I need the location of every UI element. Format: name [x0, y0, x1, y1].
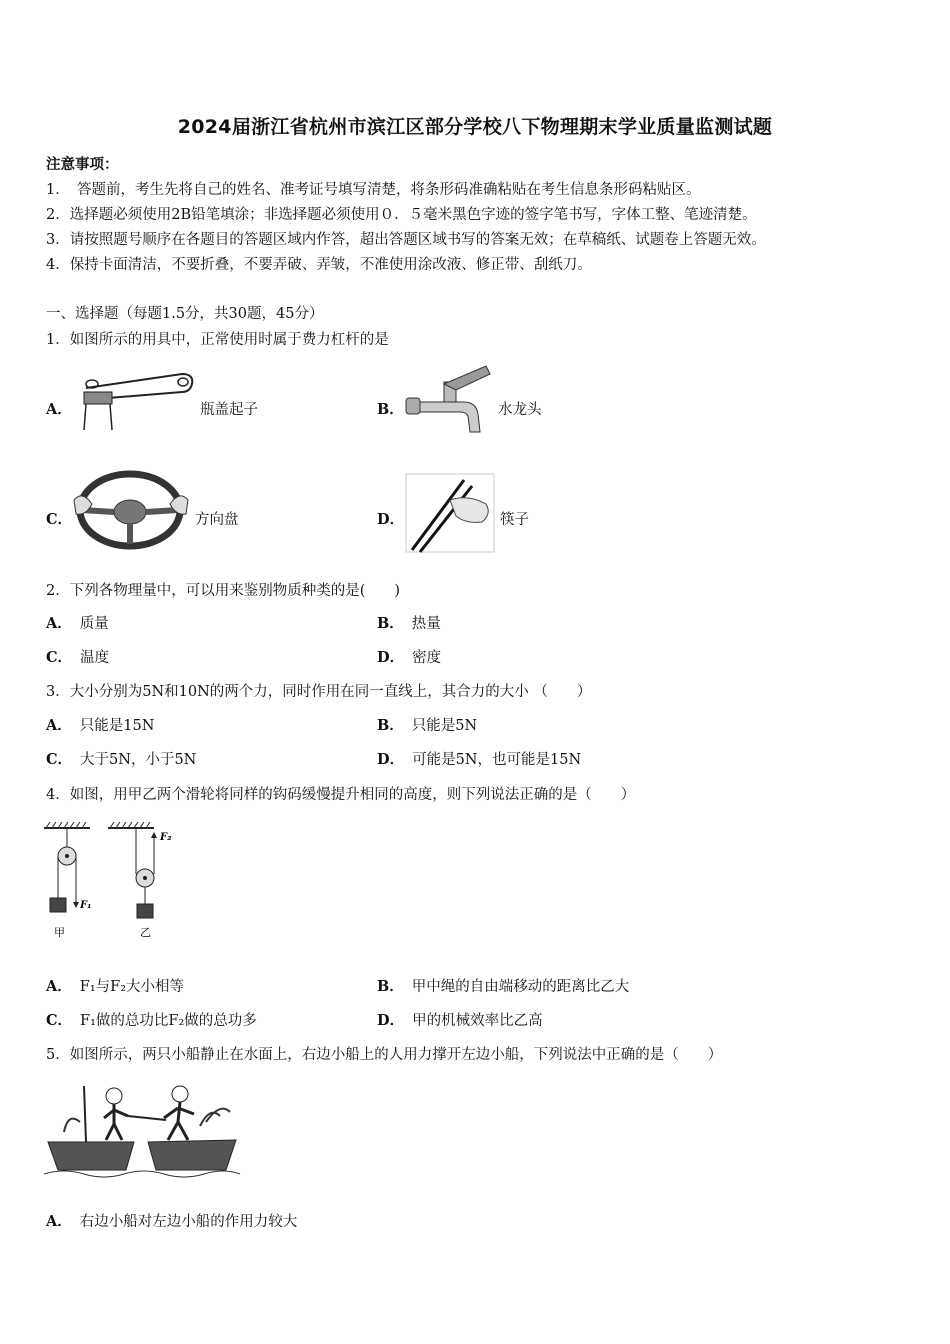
option-text: 质量 [79, 616, 109, 632]
label-yi: 乙 [140, 926, 151, 939]
q5-option-a[interactable] [46, 1210, 297, 1231]
option-text: 热量 [411, 616, 441, 632]
notes-heading: 注意事项： [46, 156, 119, 173]
option-text: 右边小船对左边小船的作用力较大 [79, 1214, 298, 1230]
q1-caption-c: 方向盘 [195, 512, 239, 528]
question-3-stem: 3．大小分别为5N和10N的两个力，同时作用在同一直线上，其合力的大小 （ ） [46, 684, 592, 700]
option-label: D． [377, 649, 405, 666]
pulley-figure [42, 822, 192, 942]
q1-caption-d: 筷子 [500, 512, 529, 528]
option-label: B． [377, 978, 404, 995]
q2-option-a[interactable] [46, 612, 109, 633]
steering-wheel-image [72, 470, 190, 554]
option-label: A． [46, 717, 72, 734]
q3-option-d[interactable] [377, 748, 581, 769]
option-label: B． [377, 717, 404, 734]
bottle-opener-image [78, 368, 198, 434]
option-text: 温度 [80, 650, 110, 666]
q3-option-a[interactable] [46, 714, 154, 735]
q2-option-b[interactable] [377, 612, 441, 633]
option-text: F₁与F₂大小相等 [79, 979, 185, 995]
option-label: C． [46, 649, 73, 666]
label-jia: 甲 [54, 926, 65, 939]
option-text: 大于5N，小于5N [80, 752, 197, 768]
page-title: 2024届浙江省杭州市滨江区部分学校八下物理期末学业质量监测试题 [177, 116, 773, 138]
q4-option-a[interactable] [46, 975, 184, 996]
note-item: 1． 答题前，考生先将自己的姓名、准考证号填写清楚，将条形码准确粘贴在考生信息条形码粘贴区。 [46, 182, 701, 198]
q1-caption-b: 水龙头 [498, 402, 542, 418]
q2-option-d[interactable] [377, 646, 441, 667]
question-2-stem: 2．下列各物理量中，可以用来鉴别物质种类的是( ) [46, 583, 401, 599]
option-text: 甲的机械效率比乙高 [412, 1013, 543, 1029]
option-label: B． [377, 401, 404, 418]
q4-option-c[interactable] [46, 1009, 257, 1030]
option-text: 只能是5N [411, 718, 478, 734]
option-text: 密度 [412, 650, 442, 666]
q3-option-c[interactable] [46, 748, 196, 769]
option-text: 只能是15N [79, 718, 155, 734]
option-label: D． [377, 511, 405, 528]
note-item: 4．保持卡面清洁，不要折叠，不要弄破、弄皱，不准使用涂改液、修正带、刮纸刀。 [46, 257, 592, 273]
f2-label: F₂ [160, 832, 172, 843]
option-label: B． [377, 615, 404, 632]
q4-option-d[interactable] [377, 1009, 543, 1030]
option-text: F₁做的总功比F₂做的总功多 [80, 1013, 257, 1029]
option-label: D． [377, 751, 405, 768]
option-label: C． [46, 511, 73, 528]
q1-caption-a: 瓶盖起子 [200, 402, 258, 418]
chopsticks-image [406, 474, 496, 554]
note-item: 2．选择题必须使用2B铅笔填涂；非选择题必须使用０．５毫米黑色字迹的签字笔书写，字体工整、笔迹清楚。 [46, 207, 757, 223]
q4-option-b[interactable] [377, 975, 629, 996]
boats-image [44, 1082, 240, 1178]
option-label: A． [46, 978, 72, 995]
section-heading: 一、选择题（每题1.5分，共30题，45分） [46, 306, 324, 322]
option-label: A． [46, 401, 72, 418]
option-text: 甲中绳的自由端移动的距离比乙大 [411, 979, 630, 995]
question-4-stem: 4．如图，用甲乙两个滑轮将同样的钩码缓慢提升相同的高度，则下列说法正确的是（ ） [46, 787, 636, 803]
option-text: 可能是5N，也可能是15N [412, 752, 582, 768]
q2-option-c[interactable] [46, 646, 109, 667]
faucet-image [404, 362, 494, 436]
q1-option-a-label[interactable] [46, 398, 80, 419]
option-label: D． [377, 1012, 405, 1029]
option-label: C． [46, 751, 73, 768]
option-label: A． [46, 615, 72, 632]
option-label: A． [46, 1213, 72, 1230]
question-5-stem: 5．如图所示，两只小船静止在水面上，右边小船上的人用力撑开左边小船，下列说法中正确的是（ ） [46, 1047, 723, 1063]
option-label: C． [46, 1012, 73, 1029]
q3-option-b[interactable] [377, 714, 477, 735]
f1-label: F₁ [80, 900, 92, 911]
note-item: 3．请按照题号顺序在各题目的答题区域内作答，超出答题区域书写的答案无效；在草稿纸、试题卷上答题无效。 [46, 232, 766, 248]
question-1-stem: 1．如图所示的用具中，正常使用时属于费力杠杆的是 [46, 332, 389, 348]
